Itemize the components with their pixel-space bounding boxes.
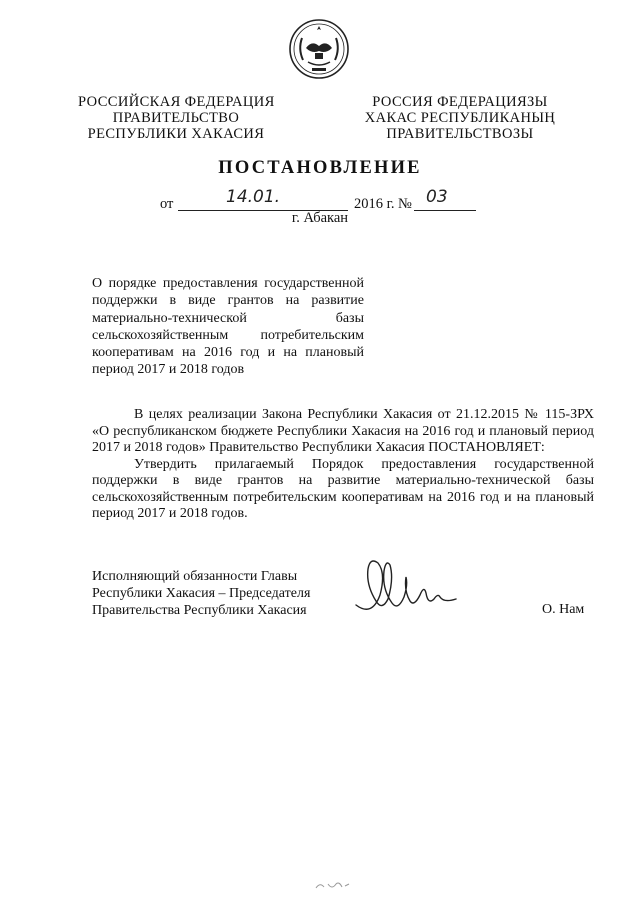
header-right-line-1: РОССИЯ ФЕДЕРАЦИЯЗЫ [372,94,548,110]
number-label: № [398,196,412,212]
signature-position [92,568,310,619]
header-right-line-3: ПРАВИТЕЛЬСТВОЗЫ [386,126,534,142]
header-left-line-2: ПРАВИТЕЛЬСТВО [112,110,240,126]
position-line-2: Республики Хакасия – Председателя [92,586,311,601]
position-line-1: Исполняющий обязанности Главы [92,569,298,584]
header-left-line-3: РЕСПУБЛИКИ ХАКАСИЯ [87,126,265,142]
city: г. Абакан [291,210,349,226]
body-paragraph-2: Утвердить прилагаемый Порядок предоставления государственной поддержки в виде грантов на развитие материально-технической базы сельскохозяйственным потребительским кооперативам на 2016 год и на плановый период 2017 и 2018 годов. [92,456,594,521]
document-title: ПОСТАНОВЛЕНИЕ [218,158,422,178]
header-right [362,94,558,142]
number-handwritten: 03 [426,187,448,207]
date-handwritten: 14.01. [226,187,281,207]
position-line-3: Правительства Республики Хакасия [92,603,307,618]
coat-of-arms-icon [288,18,350,80]
body-text [92,407,594,523]
from-label: от [160,196,174,212]
body-paragraph-1: В целях реализации Закона Республики Хакасия от 21.12.2015 № 115-ЗРХ «О республиканском бюджете Республики Хакасия на 2016 год и плановый период 2017 и 2018 годов» Правительство Республики Хакасия ПОСТАНОВЛЯЕТ: [92,407,594,455]
header-left [78,94,274,142]
header-left-line-1: РОССИЙСКАЯ ФЕДЕРАЦИЯ [78,94,275,110]
handwritten-signature [352,555,460,619]
registry-stamp [312,878,352,892]
signer-name: О. Нам [542,602,585,617]
subject: О порядке предоставления государственной поддержки в виде грантов на развитие материально-технической базы сельскохозяйственным потребительским кооперативам на 2016 год и на плановый период 2017 и 2018 годов [92,276,364,378]
header-right-line-2: ХАКАС РЕСПУБЛИКАНЫҢ [364,110,556,126]
year-label: 2016 г. [354,196,395,212]
